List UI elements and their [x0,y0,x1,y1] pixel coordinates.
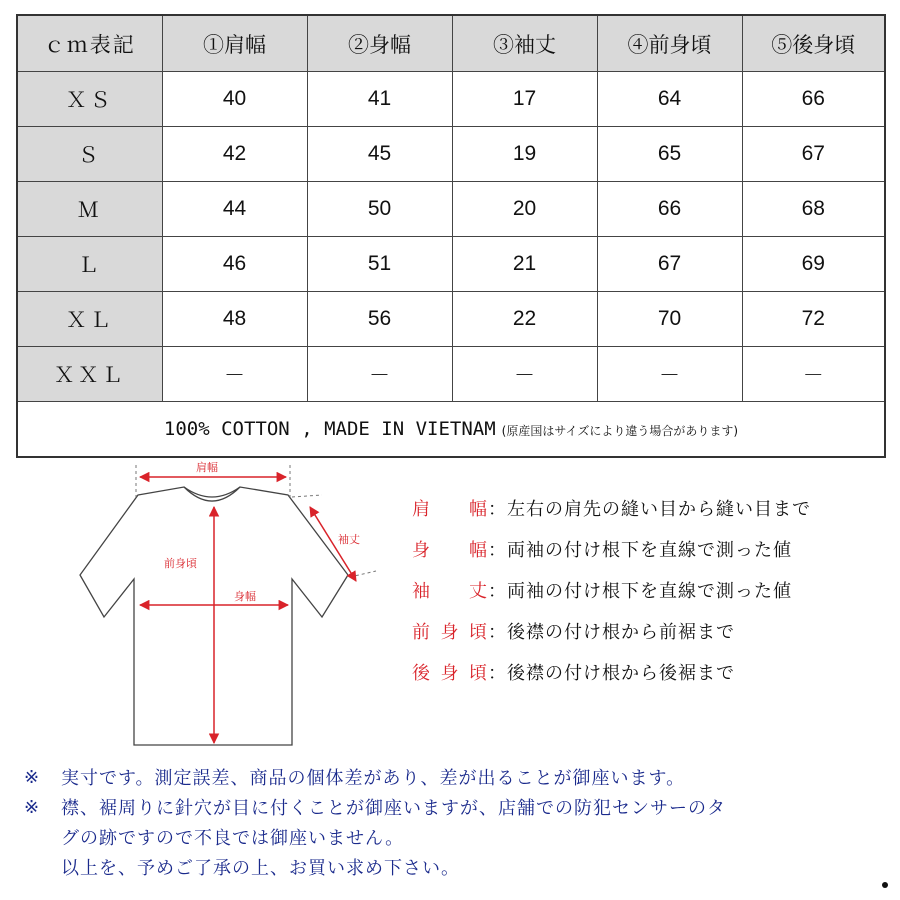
shoulder-label: 肩幅 [196,461,218,474]
tshirt-measurement-diagram [60,455,390,755]
legend-desc: 両袖の付け根下を直線で測った値 [507,580,792,602]
table-cell: 46 [162,237,307,292]
note-mark: ※ [24,796,41,818]
table-cell: 50 [307,182,452,237]
legend-term: 前身頃 [412,621,487,643]
note-line [24,852,894,882]
table-cell: 19 [452,127,597,182]
sleeve-guide-top [292,495,322,497]
note-text: 襟、裾周りに針穴が目に付くことが御座いますが、店舗での防犯センサーのタ [61,798,726,819]
table-cell: － [452,347,597,402]
legend-term: 袖丈 [412,580,487,602]
measurement-legend [412,487,892,692]
legend-desc: 両袖の付け根下を直線で測った値 [507,539,792,561]
table-cell: 64 [597,72,742,127]
note-text: 実寸です。測定誤差、商品の個体差があり、差が出ることが御座います。 [61,768,686,789]
table-header-row [17,15,885,72]
table-cell: 40 [162,72,307,127]
size-label: Ｍ [17,182,162,237]
legend-desc: 後襟の付け根から後裾まで [507,662,735,684]
legend-term: 肩幅 [412,498,487,520]
table-cell: 45 [307,127,452,182]
legend-desc: 左右の肩先の縫い目から縫い目まで [507,498,811,520]
legend-item [412,528,892,569]
legend-colon: ： [488,662,506,684]
note-text: グの跡ですので不良では御座いません。 [61,828,405,849]
table-cell: 66 [597,182,742,237]
note-line [24,762,894,792]
table-cell: － [162,347,307,402]
size-label: Ｌ [17,237,162,292]
legend-colon: ： [488,580,506,602]
table-cell: 51 [307,237,452,292]
table-cell: 42 [162,127,307,182]
size-table [16,14,886,458]
table-row [17,292,885,347]
legend-item [412,569,892,610]
table-cell: － [742,347,885,402]
note-text: 以上を、予めご了承の上、お買い求め下さい。 [61,858,460,879]
table-cell: 17 [452,72,597,127]
table-cell: 48 [162,292,307,347]
table-cell: 20 [452,182,597,237]
table-cell: 70 [597,292,742,347]
table-cell: 69 [742,237,885,292]
size-label: ＸＸＬ [17,347,162,402]
note-line [24,822,894,852]
legend-colon: ： [488,498,506,520]
table-cell: 41 [307,72,452,127]
table-cell: － [597,347,742,402]
table-cell: 66 [742,72,885,127]
legend-term: 後身頃 [412,662,487,684]
table-row [17,127,885,182]
sleeve-label: 袖丈 [338,533,360,546]
table-cell: 67 [597,237,742,292]
table-row [17,72,885,127]
note-line [24,792,894,822]
table-cell: 21 [452,237,597,292]
legend-colon: ： [488,621,506,643]
header-cell: ｃｍ表記 [17,15,162,72]
table-cell: 22 [452,292,597,347]
material-note [17,402,885,458]
header-cell: ①肩幅 [162,15,307,72]
notes-section [24,762,894,882]
table-footer-row [17,402,885,458]
table-cell: － [307,347,452,402]
size-label: ＸＬ [17,292,162,347]
legend-item [412,651,892,692]
front-length-label: 前身頃 [164,557,197,570]
table-cell: 44 [162,182,307,237]
table-cell: 72 [742,292,885,347]
header-cell: ⑤後身頃 [742,15,885,72]
table-cell: 68 [742,182,885,237]
sleeve-guide-bottom [350,571,376,577]
chest-label: 身幅 [234,590,256,603]
legend-colon: ： [488,539,506,561]
legend-item [412,610,892,651]
legend-desc: 後襟の付け根から前裾まで [507,621,735,643]
dot-mark [882,882,888,888]
table-cell: 56 [307,292,452,347]
table-row [17,347,885,402]
note-mark: ※ [24,766,41,788]
table-row [17,237,885,292]
table-cell: 65 [597,127,742,182]
size-label: ＸＳ [17,72,162,127]
table-cell: 67 [742,127,885,182]
material-text: 100% COTTON , MADE IN VIETNAM [163,418,496,440]
header-cell: ②身幅 [307,15,452,72]
header-cell: ④前身頃 [597,15,742,72]
size-label: Ｓ [17,127,162,182]
origin-note: (原産国はサイズにより違う場合があります) [501,424,739,438]
legend-item [412,487,892,528]
header-cell: ③袖丈 [452,15,597,72]
legend-term: 身幅 [412,539,487,561]
table-row [17,182,885,237]
